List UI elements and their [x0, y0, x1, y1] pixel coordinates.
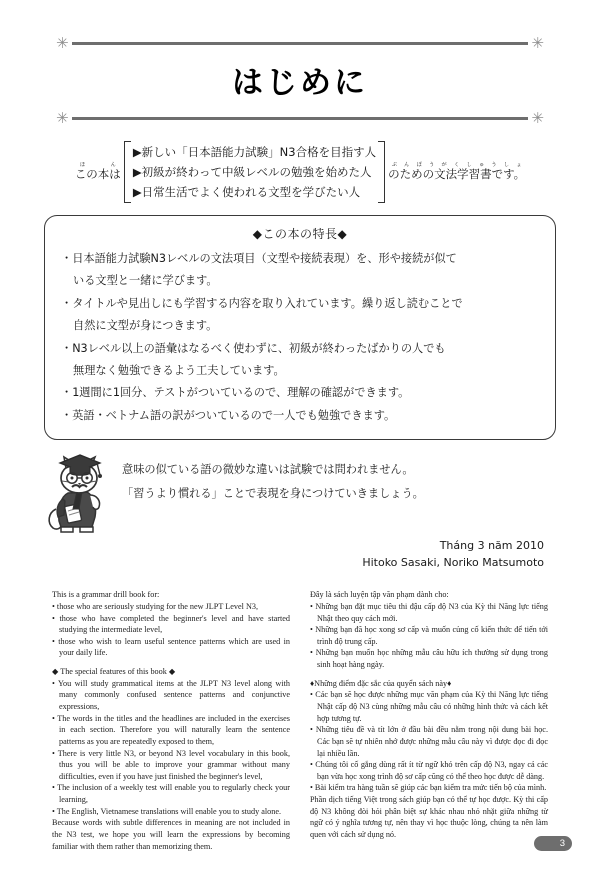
english-bullet: • those who have completed the beginner's level and have started studying the intermediate level,	[52, 613, 290, 635]
feature-line-1: ・1週間に1回分、テストがついているので、理解の確認ができます。	[61, 386, 410, 400]
vietnamese-translation-column	[310, 589, 548, 852]
english-feature: • There is very little N3, or beyond N3 level vocabulary in this book, thus you will be able to improve your grammar without many difficulties, even if you have just finished the beginner's level,	[52, 748, 290, 781]
cat-professor-icon	[44, 451, 118, 535]
asterisk-ornament-icon: ✳	[531, 33, 544, 52]
signature-authors: Hitoko Sasaki, Noriko Matsumoto	[362, 556, 544, 570]
textbook-page	[0, 33, 600, 882]
signature-block	[44, 537, 544, 571]
feature-line-2: 自然に文型が身につきます。	[73, 318, 218, 332]
target-audience-item: ▶初級が終わって中級レベルの勉強を始めた人	[132, 165, 372, 180]
english-closing: Because words with subtle differences in meaning are not included in the N3 test, we hope you will learn the expressions by becoming familiar with them rather than memorizing them.	[52, 818, 290, 851]
features-box-title: ◆この本の特長◆	[252, 227, 348, 242]
target-audience-item: ▶新しい「日本語能力試験」N3合格を目指す人	[132, 145, 377, 159]
mascot-message	[118, 451, 556, 505]
vietnamese-feature: • Bài kiểm tra hàng tuần sẽ giúp các bạn kiểm tra mức tiến bộ của mình.	[310, 783, 547, 793]
mascot-message-line-2: 「習うより慣れる」ことで表現を身につけていきましょう。	[122, 486, 424, 500]
horizontal-rule	[72, 117, 529, 120]
feature-line-1: ・N3レベル以上の語彙はなるべく使わずに、初級が終わったばかりの人でも	[61, 341, 446, 355]
feature-item	[61, 248, 539, 292]
english-feature: • The words in the titles and the headlines are included in the exercises in each section. Therefore you will naturally learn the sentence patterns as you are repeatedly exposed to them,	[52, 713, 290, 746]
english-bullet: • those who are seriously studying for the new JLPT Level N3,	[52, 601, 259, 611]
intro-sentence	[30, 141, 570, 203]
feature-item	[61, 338, 539, 382]
english-feature: • The inclusion of a weekly test will enable you to regularly check your learning,	[52, 783, 290, 805]
vietnamese-feature: • Những tiêu đề và tít lớn ở đầu bài đều nằm trong nội dung bài học. Các bạn sẽ tự nhiên nhớ được những mẫu câu này vì được đọc đi đọc lại nhiều lần.	[310, 725, 548, 758]
page-header	[56, 33, 544, 127]
english-features-heading: ◆ The special features of this book ◆	[52, 667, 176, 677]
english-intro: This is a grammar drill book for:	[52, 590, 160, 600]
intro-lead-text: この本はほん	[74, 162, 121, 182]
intro-tail-text: のための文法学習書です。ぶんぽうがくしゅうしょ	[388, 162, 526, 182]
feature-line-1: ・タイトルや見出しにも学習する内容を取り入れています。繰り返し読むことで	[61, 297, 463, 311]
target-audience-item: ▶日常生活でよく使われる文型を学びたい人	[132, 185, 361, 200]
header-rule-top	[56, 33, 544, 52]
asterisk-ornament-icon: ✳	[531, 108, 544, 127]
header-rule-bottom	[56, 108, 544, 127]
page-title: はじめに	[232, 65, 368, 101]
features-box	[44, 215, 556, 440]
vietnamese-bullet: • Những bạn đặt mục tiêu thi đậu cấp độ N3 của Kỳ thi Năng lực tiếng Nhật theo quy cách mới.	[310, 601, 548, 623]
vietnamese-feature: • Chúng tôi cố gắng dùng rất ít từ ngữ khó trên cấp độ N3, ngay cả các bạn vừa học xong trình độ sơ cấp cũng có thể theo học được dễ dàng.	[310, 760, 548, 781]
target-audience-bracket	[124, 141, 385, 203]
feature-line-1: ・英語・ベトナム語の訳がついているので一人でも勉強できます。	[61, 409, 396, 423]
signature-date: Tháng 3 năm 2010	[439, 539, 544, 553]
asterisk-ornament-icon: ✳	[56, 33, 69, 52]
english-translation-column	[52, 589, 290, 852]
english-feature: • You will study grammatical items at the JLPT N3 level along with many commonly confused sentence patterns and conjunctive expressions,	[52, 678, 290, 711]
feature-item	[61, 293, 539, 337]
vietnamese-intro: Đây là sách luyện tập văn phạm dành cho:	[310, 590, 449, 600]
horizontal-rule	[72, 42, 529, 45]
feature-line-2: いる文型と一緒に学びます。	[73, 274, 218, 288]
mascot-message-row	[44, 451, 556, 535]
vietnamese-bullet: • Những bạn đã học xong sơ cấp và muốn củng cố kiến thức để tiến tới trình độ trung cấp.	[310, 625, 548, 646]
page-number-badge: 3	[534, 836, 572, 851]
english-feature: • The English, Vietnamese translations will enable you to study alone.	[52, 806, 282, 816]
mascot-message-line-1: 意味の似ている語の微妙な違いは試験では問われません。	[122, 463, 414, 477]
vietnamese-feature: • Các bạn sẽ học được những mục văn phạm của Kỳ thi Năng lực tiếng Nhật cấp độ N3 cùng những mẫu câu có những hình thức và cách kết hợp tương tự.	[310, 690, 548, 723]
vietnamese-closing: Phần dịch tiếng Việt trong sách giúp bạn có thể tự học được. Kỳ thi cấp độ N3 không đòi hỏi phân biệt sự khác nhau nhỏ nhặt giữa những từ ngữ có ý nghĩa tương tự, nên thay vì học thuộc lòng, chúng ta nên làm quen với cách sử dụng nó.	[310, 795, 548, 840]
feature-item	[61, 382, 539, 404]
asterisk-ornament-icon: ✳	[56, 108, 69, 127]
vietnamese-features-heading: ♦Những điểm đặc sắc của quyển sách này♦	[310, 678, 452, 688]
feature-line-2: 無理なく勉強できるよう工夫しています。	[73, 363, 285, 377]
translation-columns	[52, 589, 548, 852]
feature-item	[61, 405, 539, 427]
english-bullet: • those who wish to learn useful sentence patterns which are used in your daily life.	[52, 636, 290, 658]
feature-line-1: ・日本語能力試験N3レベルの文法項目（文型や接続表現）を、形や接続が似て	[61, 252, 457, 266]
vietnamese-bullet: • Những bạn muốn học những mẫu câu hữu ích thường sử dụng trong sinh hoạt hàng ngày.	[310, 648, 548, 670]
